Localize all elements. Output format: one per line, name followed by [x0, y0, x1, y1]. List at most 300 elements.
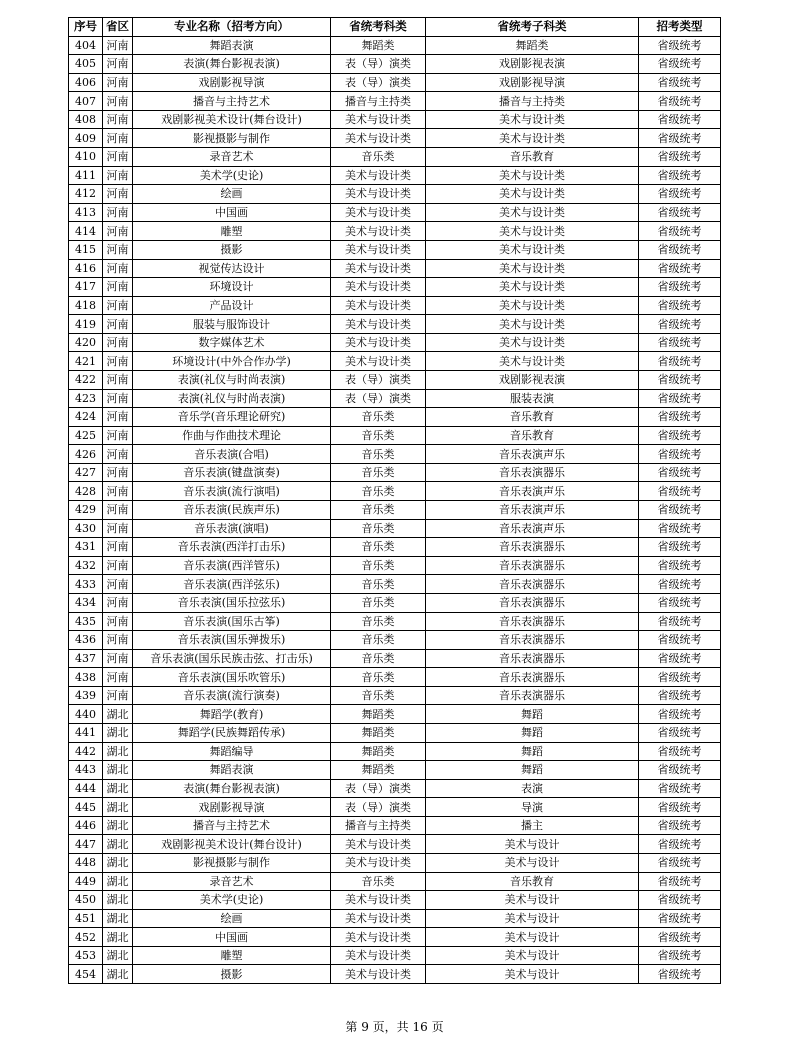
- cell-index: 425: [69, 426, 103, 445]
- cell-province: 河南: [103, 631, 133, 650]
- cell-index: 429: [69, 501, 103, 520]
- cell-index: 450: [69, 891, 103, 910]
- cell-index: 445: [69, 798, 103, 817]
- cell-major: 音乐表演(西洋打击乐): [133, 538, 331, 557]
- cell-category: 舞蹈类: [331, 705, 426, 724]
- table-row: [69, 73, 721, 92]
- table-row: [69, 352, 721, 371]
- cell-subcategory: 美术与设计类: [426, 129, 639, 148]
- cell-major: 表演(礼仪与时尚表演): [133, 370, 331, 389]
- cell-category: 舞蹈类: [331, 36, 426, 55]
- cell-index: 410: [69, 148, 103, 167]
- cell-province: 湖北: [103, 928, 133, 947]
- cell-province: 河南: [103, 482, 133, 501]
- cell-subcategory: 音乐表演器乐: [426, 575, 639, 594]
- cell-province: 湖北: [103, 854, 133, 873]
- cell-index: 448: [69, 854, 103, 873]
- cell-index: 438: [69, 668, 103, 687]
- table-row: [69, 110, 721, 129]
- table-row: [69, 761, 721, 780]
- cell-province: 河南: [103, 389, 133, 408]
- cell-exam-type: 省级统考: [639, 519, 721, 538]
- cell-subcategory: 美术与设计类: [426, 222, 639, 241]
- cell-major: 音乐表演(西洋管乐): [133, 556, 331, 575]
- cell-exam-type: 省级统考: [639, 463, 721, 482]
- cell-subcategory: 音乐教育: [426, 408, 639, 427]
- cell-exam-type: 省级统考: [639, 909, 721, 928]
- cell-index: 441: [69, 723, 103, 742]
- cell-exam-type: 省级统考: [639, 556, 721, 575]
- cell-index: 416: [69, 259, 103, 278]
- cell-major: 音乐表演(国乐民族击弦、打击乐): [133, 649, 331, 668]
- cell-subcategory: 美术与设计: [426, 909, 639, 928]
- page-footer: 第 9 页，共 16 页: [345, 1020, 444, 1034]
- table-row: [69, 798, 721, 817]
- cell-category: 播音与主持类: [331, 92, 426, 111]
- cell-major: 美术学(史论): [133, 166, 331, 185]
- table-row: [69, 556, 721, 575]
- cell-category: 美术与设计类: [331, 854, 426, 873]
- cell-major: 音乐表演(演唱): [133, 519, 331, 538]
- table-row: [69, 705, 721, 724]
- cell-subcategory: 美术与设计类: [426, 166, 639, 185]
- cell-exam-type: 省级统考: [639, 761, 721, 780]
- table-row: [69, 742, 721, 761]
- cell-category: 音乐类: [331, 501, 426, 520]
- cell-province: 河南: [103, 278, 133, 297]
- cell-subcategory: 音乐表演器乐: [426, 631, 639, 650]
- cell-subcategory: 美术与设计类: [426, 278, 639, 297]
- cell-category: 美术与设计类: [331, 129, 426, 148]
- cell-category: 音乐类: [331, 556, 426, 575]
- cell-subcategory: 戏剧影视表演: [426, 55, 639, 74]
- cell-category: 音乐类: [331, 148, 426, 167]
- table-row: [69, 649, 721, 668]
- cell-index: 442: [69, 742, 103, 761]
- cell-major: 表演(礼仪与时尚表演): [133, 389, 331, 408]
- table-row: [69, 259, 721, 278]
- cell-major: 影视摄影与制作: [133, 129, 331, 148]
- cell-subcategory: 美术与设计类: [426, 203, 639, 222]
- cell-index: 439: [69, 686, 103, 705]
- cell-subcategory: 音乐表演器乐: [426, 538, 639, 557]
- cell-index: 409: [69, 129, 103, 148]
- cell-index: 444: [69, 779, 103, 798]
- cell-subcategory: 音乐教育: [426, 872, 639, 891]
- cell-category: 舞蹈类: [331, 723, 426, 742]
- cell-category: 美术与设计类: [331, 110, 426, 129]
- cell-exam-type: 省级统考: [639, 742, 721, 761]
- cell-exam-type: 省级统考: [639, 816, 721, 835]
- cell-category: 表（导）演类: [331, 389, 426, 408]
- cell-index: 434: [69, 593, 103, 612]
- cell-exam-type: 省级统考: [639, 352, 721, 371]
- cell-index: 405: [69, 55, 103, 74]
- cell-category: 音乐类: [331, 426, 426, 445]
- cell-category: 音乐类: [331, 686, 426, 705]
- cell-exam-type: 省级统考: [639, 55, 721, 74]
- cell-category: 美术与设计类: [331, 259, 426, 278]
- cell-major: 戏剧影视导演: [133, 73, 331, 92]
- cell-exam-type: 省级统考: [639, 426, 721, 445]
- cell-exam-type: 省级统考: [639, 315, 721, 334]
- cell-category: 美术与设计类: [331, 891, 426, 910]
- cell-category: 播音与主持类: [331, 816, 426, 835]
- cell-major: 摄影: [133, 965, 331, 984]
- cell-province: 湖北: [103, 835, 133, 854]
- table-row: [69, 872, 721, 891]
- cell-category: 美术与设计类: [331, 203, 426, 222]
- table-row: [69, 575, 721, 594]
- cell-subcategory: 音乐表演器乐: [426, 649, 639, 668]
- table-row: [69, 55, 721, 74]
- header-province: 省区: [103, 18, 133, 37]
- cell-province: 湖北: [103, 909, 133, 928]
- cell-exam-type: 省级统考: [639, 705, 721, 724]
- cell-index: 437: [69, 649, 103, 668]
- cell-category: 音乐类: [331, 463, 426, 482]
- table-row: [69, 315, 721, 334]
- cell-subcategory: 戏剧影视导演: [426, 73, 639, 92]
- table-row: [69, 148, 721, 167]
- cell-major: 绘画: [133, 909, 331, 928]
- cell-category: 舞蹈类: [331, 761, 426, 780]
- table-row: [69, 519, 721, 538]
- cell-major: 数字媒体艺术: [133, 333, 331, 352]
- table-row: [69, 928, 721, 947]
- cell-subcategory: 美术与设计类: [426, 296, 639, 315]
- cell-major: 中国画: [133, 928, 331, 947]
- cell-major: 环境设计: [133, 278, 331, 297]
- cell-province: 河南: [103, 36, 133, 55]
- cell-province: 河南: [103, 686, 133, 705]
- cell-subcategory: 导演: [426, 798, 639, 817]
- header-category: 省统考科类: [331, 18, 426, 37]
- cell-major: 雕塑: [133, 222, 331, 241]
- cell-category: 音乐类: [331, 872, 426, 891]
- cell-subcategory: 美术与设计: [426, 835, 639, 854]
- cell-province: 河南: [103, 129, 133, 148]
- cell-exam-type: 省级统考: [639, 798, 721, 817]
- cell-exam-type: 省级统考: [639, 686, 721, 705]
- table-row: [69, 668, 721, 687]
- cell-province: 湖北: [103, 816, 133, 835]
- cell-index: 417: [69, 278, 103, 297]
- cell-major: 音乐表演(国乐古筝): [133, 612, 331, 631]
- table-row: [69, 129, 721, 148]
- cell-province: 河南: [103, 55, 133, 74]
- cell-major: 播音与主持艺术: [133, 816, 331, 835]
- cell-category: 音乐类: [331, 519, 426, 538]
- cell-province: 湖北: [103, 705, 133, 724]
- table-row: [69, 278, 721, 297]
- cell-major: 音乐表演(西洋弦乐): [133, 575, 331, 594]
- cell-category: 舞蹈类: [331, 742, 426, 761]
- cell-major: 服装与服饰设计: [133, 315, 331, 334]
- cell-category: 美术与设计类: [331, 185, 426, 204]
- cell-province: 河南: [103, 668, 133, 687]
- cell-major: 戏剧影视美术设计(舞台设计): [133, 835, 331, 854]
- cell-province: 河南: [103, 649, 133, 668]
- cell-subcategory: 戏剧影视表演: [426, 370, 639, 389]
- cell-province: 湖北: [103, 891, 133, 910]
- cell-index: 440: [69, 705, 103, 724]
- cell-category: 美术与设计类: [331, 909, 426, 928]
- cell-subcategory: 美术与设计: [426, 928, 639, 947]
- cell-category: 音乐类: [331, 668, 426, 687]
- cell-major: 戏剧影视美术设计(舞台设计): [133, 110, 331, 129]
- cell-subcategory: 音乐表演器乐: [426, 463, 639, 482]
- cell-province: 河南: [103, 501, 133, 520]
- table-row: [69, 482, 721, 501]
- cell-major: 舞蹈表演: [133, 36, 331, 55]
- cell-category: 美术与设计类: [331, 352, 426, 371]
- table-row: [69, 538, 721, 557]
- cell-province: 湖北: [103, 761, 133, 780]
- cell-subcategory: 音乐教育: [426, 426, 639, 445]
- cell-major: 舞蹈学(民族舞蹈传承): [133, 723, 331, 742]
- table-row: [69, 203, 721, 222]
- cell-exam-type: 省级统考: [639, 928, 721, 947]
- cell-exam-type: 省级统考: [639, 36, 721, 55]
- cell-index: 423: [69, 389, 103, 408]
- cell-category: 表（导）演类: [331, 370, 426, 389]
- cell-subcategory: 美术与设计: [426, 854, 639, 873]
- cell-index: 436: [69, 631, 103, 650]
- table-row: [69, 909, 721, 928]
- cell-index: 413: [69, 203, 103, 222]
- cell-exam-type: 省级统考: [639, 166, 721, 185]
- cell-province: 河南: [103, 92, 133, 111]
- cell-province: 河南: [103, 315, 133, 334]
- table-row: [69, 946, 721, 965]
- cell-major: 音乐表演(国乐拉弦乐): [133, 593, 331, 612]
- cell-exam-type: 省级统考: [639, 649, 721, 668]
- cell-province: 河南: [103, 408, 133, 427]
- cell-category: 美术与设计类: [331, 222, 426, 241]
- cell-major: 视觉传达设计: [133, 259, 331, 278]
- cell-subcategory: 播音与主持类: [426, 92, 639, 111]
- cell-major: 舞蹈表演: [133, 761, 331, 780]
- cell-exam-type: 省级统考: [639, 668, 721, 687]
- cell-exam-type: 省级统考: [639, 296, 721, 315]
- cell-major: 音乐表演(流行演奏): [133, 686, 331, 705]
- table-row: [69, 185, 721, 204]
- cell-province: 湖北: [103, 946, 133, 965]
- cell-exam-type: 省级统考: [639, 408, 721, 427]
- cell-province: 河南: [103, 73, 133, 92]
- cell-subcategory: 音乐表演器乐: [426, 593, 639, 612]
- table-row: [69, 240, 721, 259]
- cell-exam-type: 省级统考: [639, 946, 721, 965]
- cell-major: 摄影: [133, 240, 331, 259]
- cell-subcategory: 美术与设计类: [426, 315, 639, 334]
- cell-major: 音乐表演(流行演唱): [133, 482, 331, 501]
- cell-major: 绘画: [133, 185, 331, 204]
- table-row: [69, 370, 721, 389]
- table-row: [69, 593, 721, 612]
- table-row: [69, 501, 721, 520]
- cell-province: 河南: [103, 538, 133, 557]
- table-row: [69, 835, 721, 854]
- cell-category: 表（导）演类: [331, 73, 426, 92]
- cell-category: 音乐类: [331, 538, 426, 557]
- cell-province: 河南: [103, 185, 133, 204]
- cell-index: 432: [69, 556, 103, 575]
- cell-category: 表（导）演类: [331, 798, 426, 817]
- cell-province: 湖北: [103, 798, 133, 817]
- cell-index: 446: [69, 816, 103, 835]
- cell-category: 音乐类: [331, 631, 426, 650]
- cell-index: 454: [69, 965, 103, 984]
- cell-exam-type: 省级统考: [639, 612, 721, 631]
- cell-major: 影视摄影与制作: [133, 854, 331, 873]
- cell-major: 音乐表演(国乐吹管乐): [133, 668, 331, 687]
- cell-index: 424: [69, 408, 103, 427]
- cell-subcategory: 舞蹈: [426, 723, 639, 742]
- cell-index: 443: [69, 761, 103, 780]
- cell-index: 408: [69, 110, 103, 129]
- table-row: [69, 296, 721, 315]
- cell-major: 音乐表演(合唱): [133, 445, 331, 464]
- cell-province: 河南: [103, 593, 133, 612]
- cell-major: 表演(舞台影视表演): [133, 779, 331, 798]
- cell-category: 美术与设计类: [331, 240, 426, 259]
- table-row: [69, 333, 721, 352]
- cell-subcategory: 美术与设计: [426, 891, 639, 910]
- cell-major: 音乐表演(国乐弹拨乐): [133, 631, 331, 650]
- table-row: [69, 408, 721, 427]
- table-row: [69, 389, 721, 408]
- cell-subcategory: 美术与设计类: [426, 110, 639, 129]
- cell-index: 428: [69, 482, 103, 501]
- cell-exam-type: 省级统考: [639, 389, 721, 408]
- cell-category: 音乐类: [331, 408, 426, 427]
- cell-category: 音乐类: [331, 445, 426, 464]
- cell-exam-type: 省级统考: [639, 92, 721, 111]
- cell-exam-type: 省级统考: [639, 575, 721, 594]
- table-row: [69, 816, 721, 835]
- cell-exam-type: 省级统考: [639, 891, 721, 910]
- cell-exam-type: 省级统考: [639, 278, 721, 297]
- cell-index: 412: [69, 185, 103, 204]
- cell-category: 音乐类: [331, 612, 426, 631]
- table-row: [69, 631, 721, 650]
- cell-subcategory: 舞蹈: [426, 705, 639, 724]
- cell-major: 音乐表演(键盘演奏): [133, 463, 331, 482]
- cell-subcategory: 服装表演: [426, 389, 639, 408]
- cell-index: 422: [69, 370, 103, 389]
- cell-province: 河南: [103, 463, 133, 482]
- cell-exam-type: 省级统考: [639, 501, 721, 520]
- cell-index: 415: [69, 240, 103, 259]
- cell-index: 427: [69, 463, 103, 482]
- table-row: [69, 891, 721, 910]
- cell-index: 421: [69, 352, 103, 371]
- cell-major: 美术学(史论): [133, 891, 331, 910]
- cell-index: 420: [69, 333, 103, 352]
- cell-province: 河南: [103, 370, 133, 389]
- cell-subcategory: 音乐表演声乐: [426, 501, 639, 520]
- cell-subcategory: 音乐教育: [426, 148, 639, 167]
- cell-exam-type: 省级统考: [639, 73, 721, 92]
- cell-province: 河南: [103, 445, 133, 464]
- cell-province: 湖北: [103, 779, 133, 798]
- cell-province: 湖北: [103, 723, 133, 742]
- cell-index: 418: [69, 296, 103, 315]
- table-row: [69, 426, 721, 445]
- cell-index: 411: [69, 166, 103, 185]
- cell-index: 426: [69, 445, 103, 464]
- table-row: [69, 166, 721, 185]
- cell-category: 美术与设计类: [331, 835, 426, 854]
- cell-subcategory: 舞蹈: [426, 742, 639, 761]
- cell-major: 播音与主持艺术: [133, 92, 331, 111]
- cell-category: 美术与设计类: [331, 965, 426, 984]
- cell-index: 433: [69, 575, 103, 594]
- cell-major: 录音艺术: [133, 872, 331, 891]
- cell-exam-type: 省级统考: [639, 259, 721, 278]
- cell-subcategory: 音乐表演器乐: [426, 668, 639, 687]
- table-row: [69, 92, 721, 111]
- cell-category: 美术与设计类: [331, 166, 426, 185]
- cell-category: 美术与设计类: [331, 946, 426, 965]
- cell-subcategory: 美术与设计类: [426, 352, 639, 371]
- cell-subcategory: 美术与设计类: [426, 259, 639, 278]
- cell-index: 414: [69, 222, 103, 241]
- cell-index: 435: [69, 612, 103, 631]
- cell-exam-type: 省级统考: [639, 333, 721, 352]
- cell-subcategory: 舞蹈: [426, 761, 639, 780]
- cell-province: 河南: [103, 352, 133, 371]
- cell-major: 环境设计(中外合作办学): [133, 352, 331, 371]
- cell-province: 河南: [103, 110, 133, 129]
- cell-province: 河南: [103, 612, 133, 631]
- cell-category: 音乐类: [331, 482, 426, 501]
- cell-exam-type: 省级统考: [639, 538, 721, 557]
- cell-exam-type: 省级统考: [639, 723, 721, 742]
- cell-major: 音乐学(音乐理论研究): [133, 408, 331, 427]
- cell-major: 雕塑: [133, 946, 331, 965]
- cell-subcategory: 美术与设计类: [426, 333, 639, 352]
- cell-index: 452: [69, 928, 103, 947]
- cell-subcategory: 美术与设计: [426, 946, 639, 965]
- cell-category: 美术与设计类: [331, 296, 426, 315]
- cell-index: 431: [69, 538, 103, 557]
- cell-major: 舞蹈编导: [133, 742, 331, 761]
- cell-index: 449: [69, 872, 103, 891]
- cell-index: 430: [69, 519, 103, 538]
- cell-category: 音乐类: [331, 593, 426, 612]
- cell-province: 河南: [103, 333, 133, 352]
- cell-province: 河南: [103, 240, 133, 259]
- table-header-row: [69, 18, 721, 37]
- cell-province: 河南: [103, 556, 133, 575]
- cell-major: 中国画: [133, 203, 331, 222]
- cell-exam-type: 省级统考: [639, 779, 721, 798]
- cell-exam-type: 省级统考: [639, 631, 721, 650]
- cell-index: 419: [69, 315, 103, 334]
- table-row: [69, 36, 721, 55]
- cell-subcategory: 播主: [426, 816, 639, 835]
- cell-province: 河南: [103, 296, 133, 315]
- cell-exam-type: 省级统考: [639, 835, 721, 854]
- cell-exam-type: 省级统考: [639, 148, 721, 167]
- table-row: [69, 686, 721, 705]
- table-row: [69, 965, 721, 984]
- cell-category: 表（导）演类: [331, 779, 426, 798]
- cell-exam-type: 省级统考: [639, 445, 721, 464]
